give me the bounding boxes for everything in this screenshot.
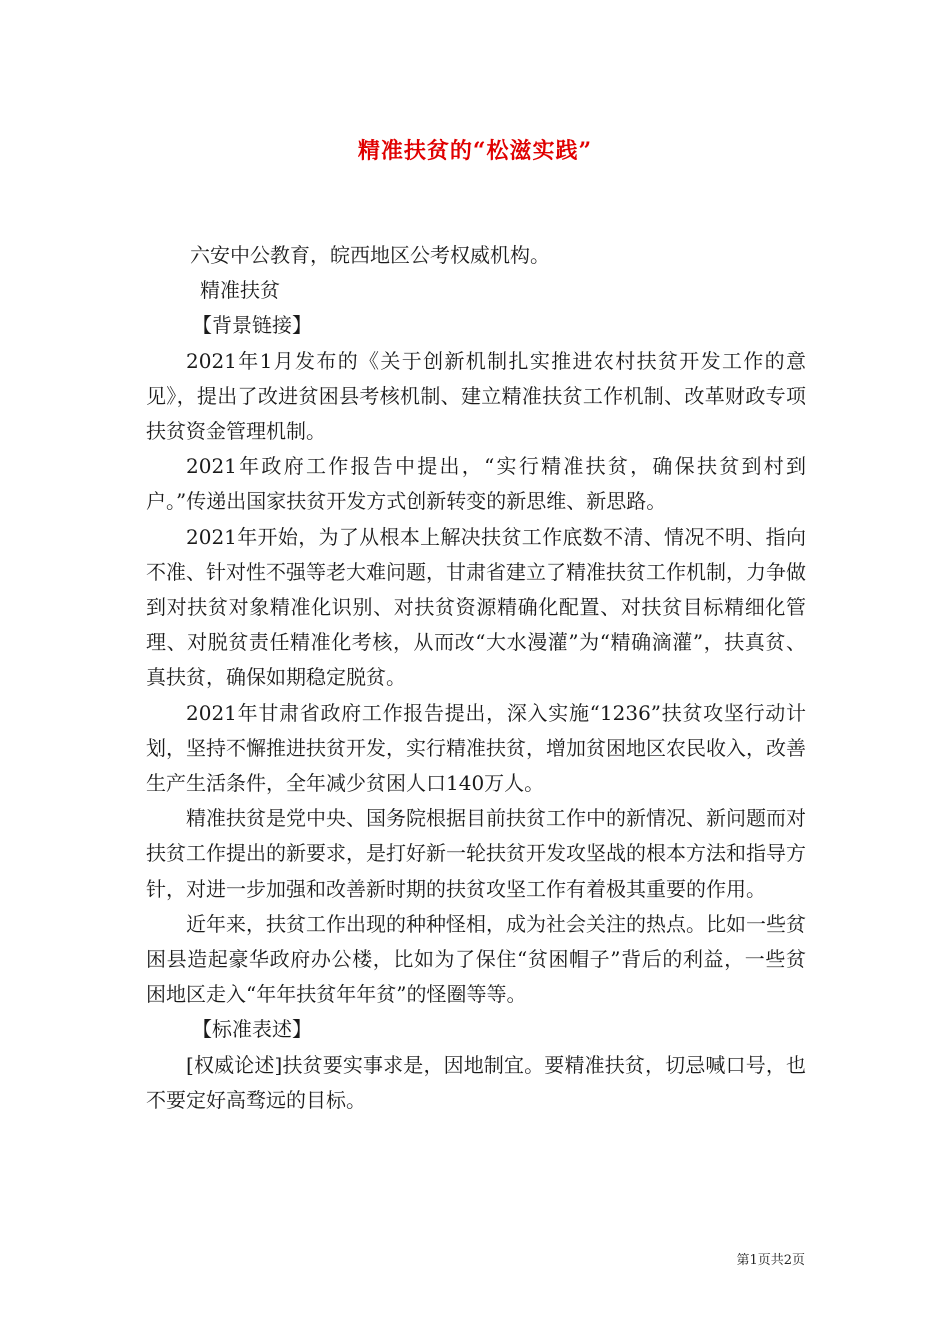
- page-number: 第1页共2页: [736, 1253, 805, 1268]
- section-heading-background: 【背景链接】: [192, 313, 312, 338]
- document-body: [146, 238, 806, 1118]
- paragraph: 精准扶贫是党中央、国务院根据目前扶贫工作中的新情况、新问题而对扶贫工作提出的新要求，是打好新一轮扶贫开发攻坚战的根本方法和指导方针，对进一步加强和改善新时期的扶贫攻坚工作有着极其重要的作用。: [146, 806, 806, 901]
- paragraph: 2021年开始，为了从根本上解决扶贫工作底数不清、情况不明、指向不准、针对性不强等老大难问题，甘肃省建立了精准扶贫工作机制，力争做到对扶贫对象精准化识别、对扶贫资源精确化配置、对扶贫目标精细化管理、对脱贫责任精准化考核，从而改“大水漫灌”为“精确滴灌”，扶真贫、真扶贫，确保如期稳定脱贫。: [146, 524, 806, 690]
- paragraph-subject: 精准扶贫: [200, 278, 280, 303]
- paragraph: 2021年政府工作报告中提出，“实行精准扶贫，确保扶贫到村到户。”传递出国家扶贫开发方式创新转变的新思维、新思路。: [146, 454, 806, 514]
- paragraph-intro: 六安中公教育，皖西地区公考权威机构。: [190, 243, 550, 267]
- document-title: 精准扶贫的“松滋实践”: [357, 138, 593, 164]
- paragraph: [权威论述]扶贫要实事求是，因地制宜。要精准扶贫，切忌喊口号，也不要定好高骛远的目标。: [146, 1052, 806, 1112]
- paragraph: 2021年1月发布的《关于创新机制扎实推进农村扶贫开发工作的意见》，提出了改进贫困县考核机制、建立精准扶贫工作机制、改革财政专项扶贫资金管理机制。: [146, 348, 806, 444]
- paragraph: 2021年甘肃省政府工作报告提出，深入实施“1236”扶贫攻坚行动计划，坚持不懈推进扶贫开发，实行精准扶贫，增加贫困地区农民收入，改善生产生活条件，全年减少贫困人口140万人。: [146, 700, 806, 796]
- paragraph: 近年来，扶贫工作出现的种种怪相，成为社会关注的热点。比如一些贫困县造起豪华政府办公楼，比如为了保住“贫困帽子”背后的利益，一些贫困地区走入“年年扶贫年年贫”的怪圈等等。: [146, 911, 806, 1007]
- section-heading-standard: 【标准表述】: [192, 1017, 312, 1042]
